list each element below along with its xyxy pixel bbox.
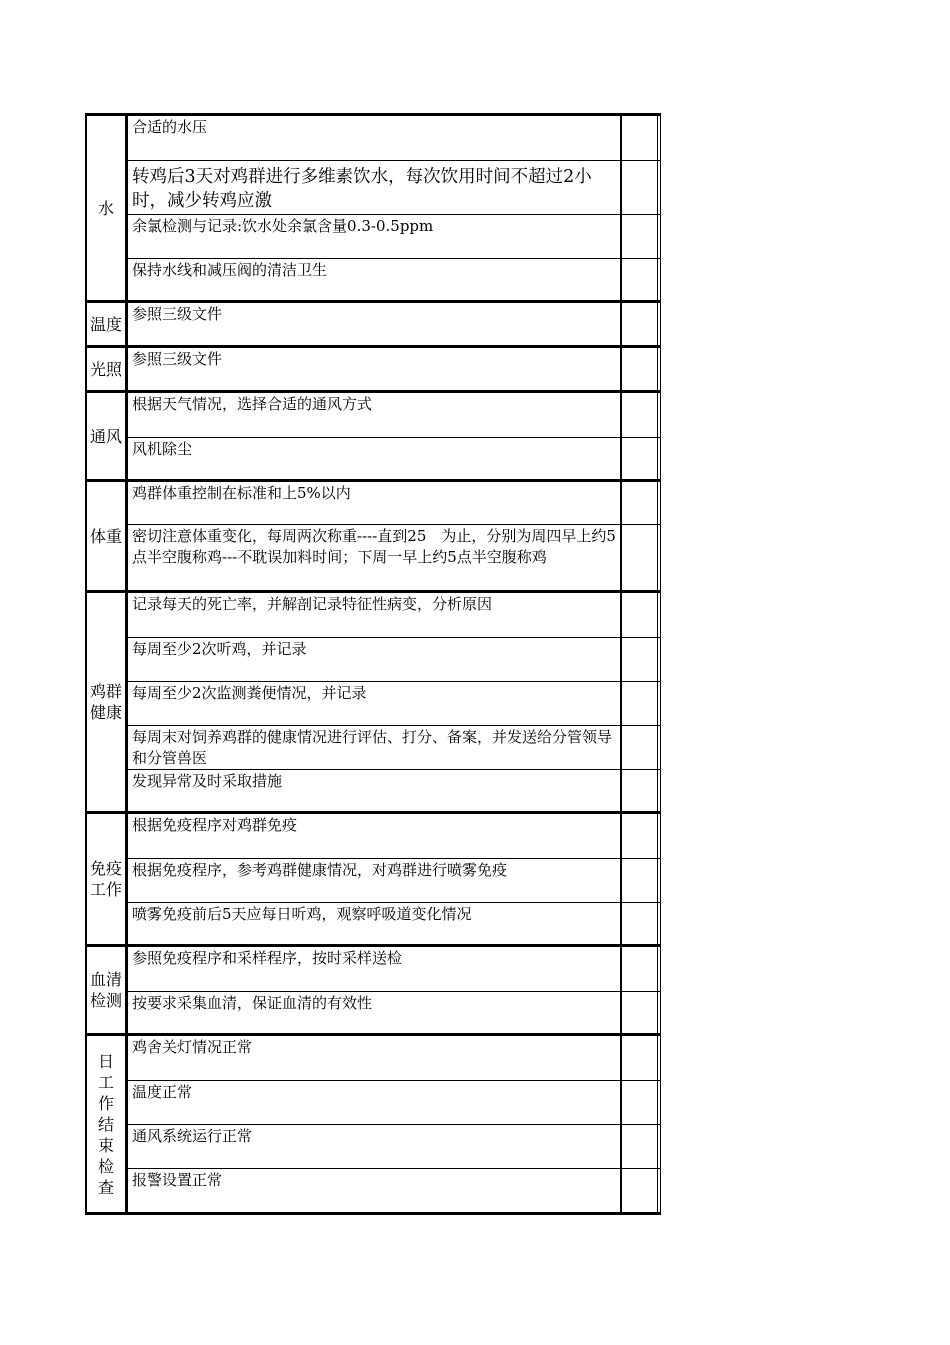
category-label: 鸡群健康 bbox=[85, 593, 128, 811]
table-row bbox=[128, 524, 661, 590]
table-row bbox=[128, 769, 661, 811]
table-row bbox=[128, 1036, 661, 1080]
section-water bbox=[85, 113, 661, 300]
check-cell[interactable] bbox=[620, 116, 661, 160]
item-text: 每周至少2次听鸡，并记录 bbox=[132, 640, 307, 658]
item-text: 鸡群体重控制在标准和上5%以内 bbox=[132, 484, 351, 502]
category-label: 体重 bbox=[85, 482, 128, 590]
section-ventilation bbox=[85, 390, 661, 479]
item-text: 风机除尘 bbox=[132, 440, 193, 458]
section-serum-testing bbox=[85, 944, 661, 1033]
check-cell[interactable] bbox=[620, 393, 661, 437]
category-label: 水 bbox=[85, 116, 128, 300]
table-row bbox=[128, 393, 661, 437]
table-row bbox=[128, 947, 661, 991]
check-cell[interactable] bbox=[620, 770, 661, 811]
check-cell[interactable] bbox=[620, 348, 661, 390]
check-cell[interactable] bbox=[620, 482, 661, 524]
item-text: 通风系统运行正常 bbox=[132, 1127, 253, 1145]
check-cell[interactable] bbox=[620, 992, 661, 1033]
item-text: 发现异常及时采取措施 bbox=[132, 772, 283, 790]
table-row bbox=[128, 303, 661, 345]
item-text: 合适的水压 bbox=[132, 118, 208, 136]
section-immunization bbox=[85, 811, 661, 944]
item-text: 密切注意体重变化，每周两次称重----直到25 为止，分别为周四早上约5点半空腹称鸡---不耽误加料时间；下周一早上约5点半空腹称鸡 bbox=[132, 527, 616, 566]
check-cell[interactable] bbox=[620, 593, 661, 637]
item-text: 根据免疫程序对鸡群免疫 bbox=[132, 816, 298, 834]
table-row bbox=[128, 437, 661, 479]
section-end-of-day-check bbox=[85, 1033, 661, 1215]
check-cell[interactable] bbox=[620, 1081, 661, 1124]
table-row bbox=[128, 814, 661, 858]
check-cell[interactable] bbox=[620, 903, 661, 944]
item-text: 鸡舍关灯情况正常 bbox=[132, 1038, 253, 1056]
table-row bbox=[128, 348, 661, 390]
category-label: 光照 bbox=[85, 348, 128, 390]
check-cell[interactable] bbox=[620, 303, 661, 345]
table-row bbox=[128, 858, 661, 902]
checklist-table bbox=[85, 113, 661, 1215]
item-text: 保持水线和减压阀的清洁卫生 bbox=[132, 261, 328, 279]
table-row bbox=[128, 681, 661, 725]
check-cell[interactable] bbox=[620, 215, 661, 258]
table-row bbox=[128, 258, 661, 300]
item-text: 转鸡后3天对鸡群进行多维素饮水，每次饮用时间不超过2小时，减少转鸡应激 bbox=[132, 167, 592, 211]
item-text: 每周末对饲养鸡群的健康情况进行评估、打分、备案，并发送给分管领导和分管兽医 bbox=[132, 728, 613, 767]
category-label: 通风 bbox=[85, 393, 128, 479]
check-cell[interactable] bbox=[620, 1036, 661, 1080]
table-row bbox=[128, 593, 661, 637]
check-cell[interactable] bbox=[620, 638, 661, 681]
check-cell[interactable] bbox=[620, 259, 661, 300]
table-row bbox=[128, 1080, 661, 1124]
item-text: 按要求采集血清，保证血清的有效性 bbox=[132, 994, 373, 1012]
table-row bbox=[128, 160, 661, 214]
check-cell[interactable] bbox=[620, 682, 661, 725]
section-body-weight bbox=[85, 479, 661, 590]
item-text: 参照三级文件 bbox=[132, 350, 223, 368]
check-cell[interactable] bbox=[620, 1169, 661, 1212]
item-text: 余氯检测与记录:饮水处余氯含量0.3-0.5ppm bbox=[132, 217, 434, 235]
category-label: 免疫工作 bbox=[85, 814, 128, 944]
check-cell[interactable] bbox=[620, 525, 661, 590]
item-text: 喷雾免疫前后5天应每日听鸡，观察呼吸道变化情况 bbox=[132, 905, 472, 923]
table-row bbox=[128, 637, 661, 681]
item-text: 报警设置正常 bbox=[132, 1171, 223, 1189]
table-row bbox=[128, 214, 661, 258]
section-temperature bbox=[85, 300, 661, 345]
table-row bbox=[128, 482, 661, 524]
item-text: 参照免疫程序和采样程序，按时采样送检 bbox=[132, 949, 403, 967]
table-row bbox=[128, 116, 661, 160]
item-text: 参照三级文件 bbox=[132, 305, 223, 323]
check-cell[interactable] bbox=[620, 947, 661, 991]
table-row bbox=[128, 991, 661, 1033]
section-lighting bbox=[85, 345, 661, 390]
table-row bbox=[128, 1168, 661, 1212]
check-cell[interactable] bbox=[620, 814, 661, 858]
item-text: 根据免疫程序，参考鸡群健康情况，对鸡群进行喷雾免疫 bbox=[132, 861, 508, 879]
table-row bbox=[128, 1124, 661, 1168]
item-text: 记录每天的死亡率，并解剖记录特征性病变，分析原因 bbox=[132, 595, 493, 613]
category-label: 温度 bbox=[85, 303, 128, 345]
check-cell[interactable] bbox=[620, 161, 661, 214]
check-cell[interactable] bbox=[620, 726, 661, 769]
table-row bbox=[128, 725, 661, 769]
table-row bbox=[128, 902, 661, 944]
item-text: 根据天气情况，选择合适的通风方式 bbox=[132, 395, 373, 413]
item-text: 温度正常 bbox=[132, 1083, 193, 1101]
check-cell[interactable] bbox=[620, 1125, 661, 1168]
item-text: 每周至少2次监测粪便情况，并记录 bbox=[132, 684, 367, 702]
check-cell[interactable] bbox=[620, 859, 661, 902]
check-cell[interactable] bbox=[620, 438, 661, 479]
category-label: 日工作结束检查 bbox=[85, 1036, 128, 1212]
category-label: 血清检测 bbox=[85, 947, 128, 1033]
section-flock-health bbox=[85, 590, 661, 811]
